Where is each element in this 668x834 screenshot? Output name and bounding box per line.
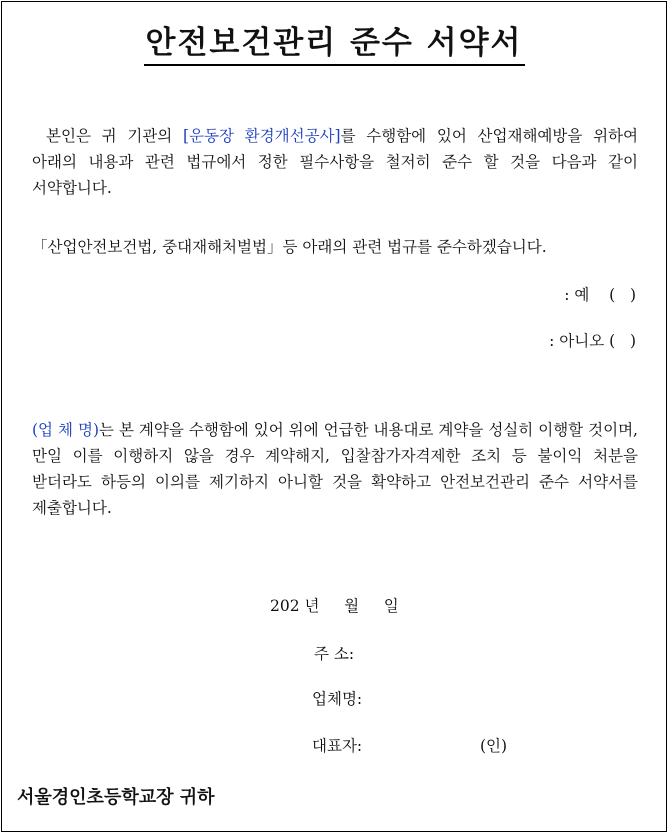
intro-text-after: 를 수행함에 있어 산업재해예방을 위하여 아래의 내용과 관련 법규에서 정한 필수사항을 철저히 준수 할 것을 다음과 같이 서약합니다. (32, 127, 638, 197)
document-page (1, 1, 667, 832)
title-text: 안전보건관리 준수 서약서 (144, 24, 525, 66)
representative-field[interactable]: 대표자: (312, 737, 363, 755)
intro-text-before: 본인은 귀 기관의 (46, 127, 183, 145)
company-placeholder: (업 체 명) (32, 421, 99, 439)
option-no[interactable]: : 아니오 ( ) (549, 332, 636, 350)
address-field[interactable]: 주 소: (314, 645, 355, 663)
pledge-paragraph (32, 417, 638, 521)
seal-mark: (인) (480, 737, 508, 755)
option-yes[interactable]: : 예 ( ) (564, 286, 636, 304)
pledge-text: 는 본 계약을 수행함에 있어 위에 언급한 내용대로 계약을 성실히 이행할 것이며, 만일 이를 이행하지 않을 경우 계약해지, 입찰참가자격제한 조치 등 불이익 처분을 받더라도 하등의 이의를 제기하지 아니할 것을 확약하고 안전보건관리 준수 서약서를 제출합니다. (32, 421, 638, 517)
document-title (2, 24, 666, 66)
company-field[interactable]: 업체명: (312, 690, 363, 708)
law-statement: 「산업안전보건법, 중대재해처벌법」등 아래의 관련 법규를 준수하겠습니다. (32, 238, 547, 256)
addressee: 서울경인초등학교장 귀하 (17, 787, 215, 808)
project-name: [운동장 환경개선공사] (182, 127, 341, 145)
intro-paragraph (32, 123, 638, 201)
date-line: 202 년 월 일 (270, 597, 399, 615)
